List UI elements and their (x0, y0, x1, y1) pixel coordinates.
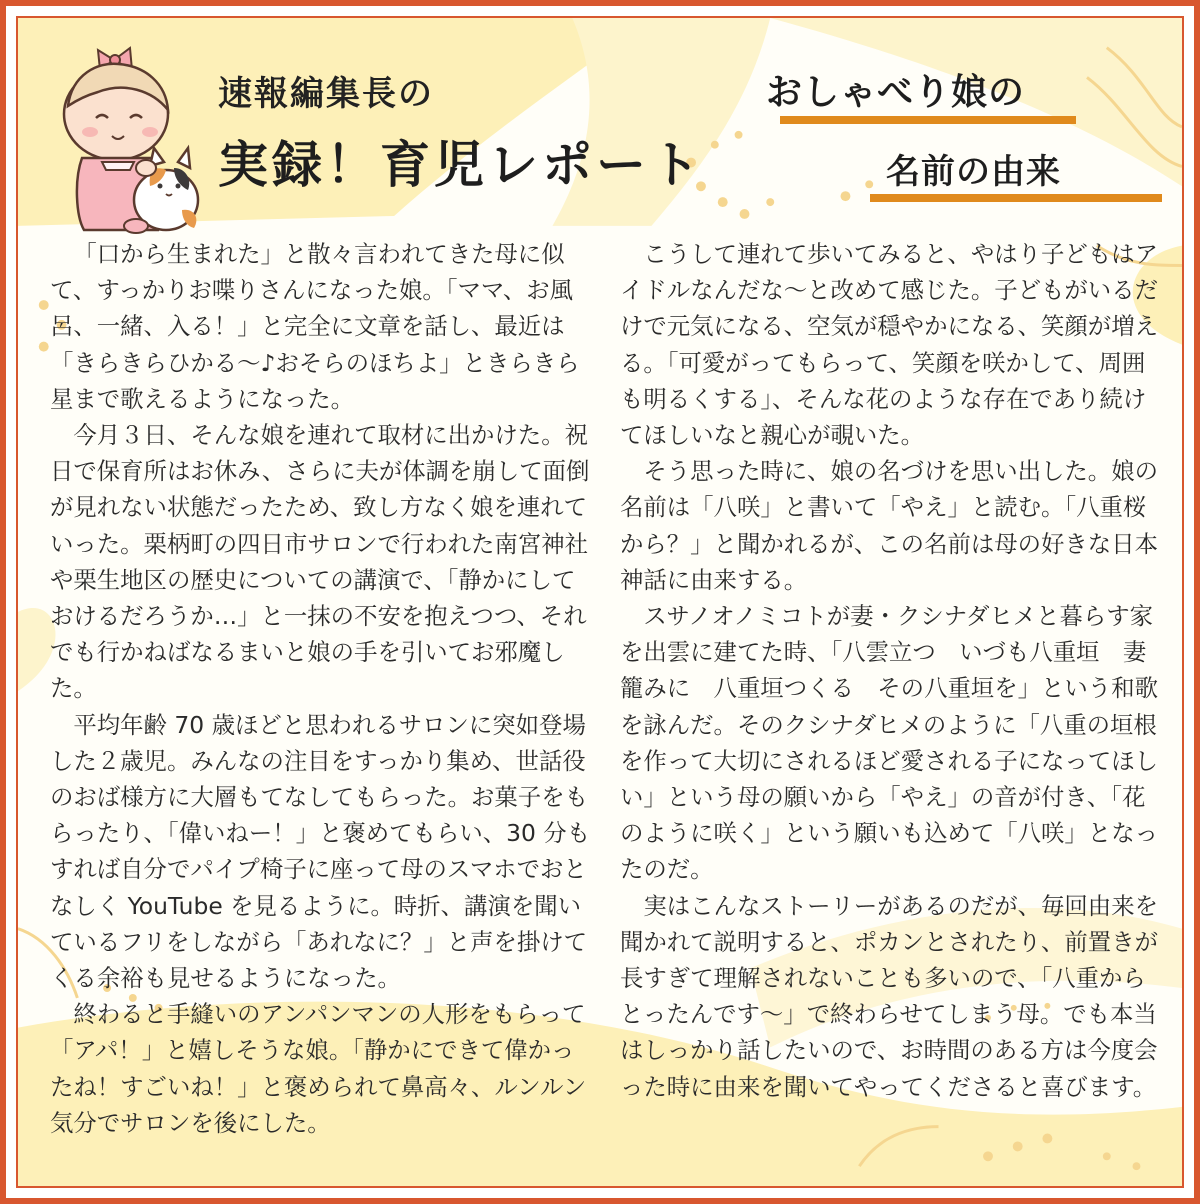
paragraph: 「口から生まれた」と散々言われてきた母に似て、すっかりお喋りさんになった娘。「ママ、お風呂、一緒、入る！」と完全に文章を話し、最近は「きらきらひかる〜♪おそらのほちよ」ときらきら星まで歌えるようになった。 (50, 240, 580, 413)
paragraph: そう思った時に、娘の名づけを思い出した。娘の名前は「八咲」と書いて「やえ」と読む。「八重桜から？」と聞かれるが、この名前は母の好きな日本神話に由来する。 (620, 457, 1158, 594)
article-column-right (620, 236, 1162, 1105)
paragraph: 今月３日、そんな娘を連れて取材に出かけた。祝日で保育所はお休み、さらに夫が体調を崩して面倒が見れない状態だったため、致し方なく娘を連れていった。栗柄町の四日市サロンで行われた南宮神社や栗生地区の歴史についての講演で、「静かにしておけるだろうか…」と一抹の不安を抱えつつ、それでも行かねばなるまいと娘の手を引いてお邪魔した。 (50, 421, 590, 703)
paragraph: スサノオノミコトが妻・クシナダヒメと暮らす家を出雲に建てた時、「八雲立つ いづも八重垣 妻籠みに 八重垣つくる その八重垣を」という和歌を詠んだ。そのクシナダヒメのように「八重の垣根を作って大切にされるほど愛される子になってほしい」という母の願いから「やえ」の音が付き、「花のように咲く」という願いも込めて「八咲」となったのだ。 (620, 602, 1158, 884)
article-title-block (758, 58, 1178, 208)
paragraph: 実はこんなストーリーがあるのだが、毎回由来を聞かれて説明すると、ポカンとされたり、前置きが長すぎて理解されないことも多いので、「八重からとったんです〜」で終わらせてしまう母。でも本当はしっかり話したいので、お時間のある方は今度会った時に由来を聞いてやってくださると喜びます。 (620, 891, 1158, 1101)
series-title: 実録！育児レポート (218, 136, 704, 194)
title-underline-2 (870, 194, 1162, 202)
paragraph: 終わると手縫いのアンパンマンの人形をもらって「アパ！」と嬉しそうな娘。「静かにできて偉かったね！すごいね！」と褒められて鼻高々、ルンルン気分でサロンを後にした。 (50, 1000, 587, 1137)
paragraph: 平均年齢 70 歳ほどと思われるサロンに突如登場した２歳児。みんなの注目をすっかり集め、世話役のおば様方に大層もてなしてもらった。お菓子をもらったり、「偉いねー！」と褒めてもらい、30 分もすれば自分でパイプ椅子に座って母のスマホでおとなしく YouTube を見るように。時折、講演を聞いているフリをしながら「あれなに？」と声を掛けてくる余裕も見せるようになった。 (50, 710, 591, 993)
title-underline-1 (780, 116, 1076, 124)
series-header (218, 66, 704, 197)
series-subtitle: 速報編集長の (218, 74, 434, 114)
page-inner (16, 16, 1184, 1188)
article-title-line2: 名前の由来 (886, 152, 1061, 192)
baby-with-calico-cat-icon (54, 40, 214, 236)
paragraph: こうして連れて歩いてみると、やはり子どもはアイドルなんだな〜と改めて感じた。子どもがいるだけで元気になる、空気が穏やかになる、笑顔が増える。「可愛がってもらって、笑顔を咲かして、周囲も明るくする」、そんな花のような存在であり続けてほしいなと親心が覗いた。 (620, 240, 1158, 450)
article-title-line1: おしゃべり娘の (766, 72, 1026, 113)
article-column-left (50, 236, 592, 1141)
